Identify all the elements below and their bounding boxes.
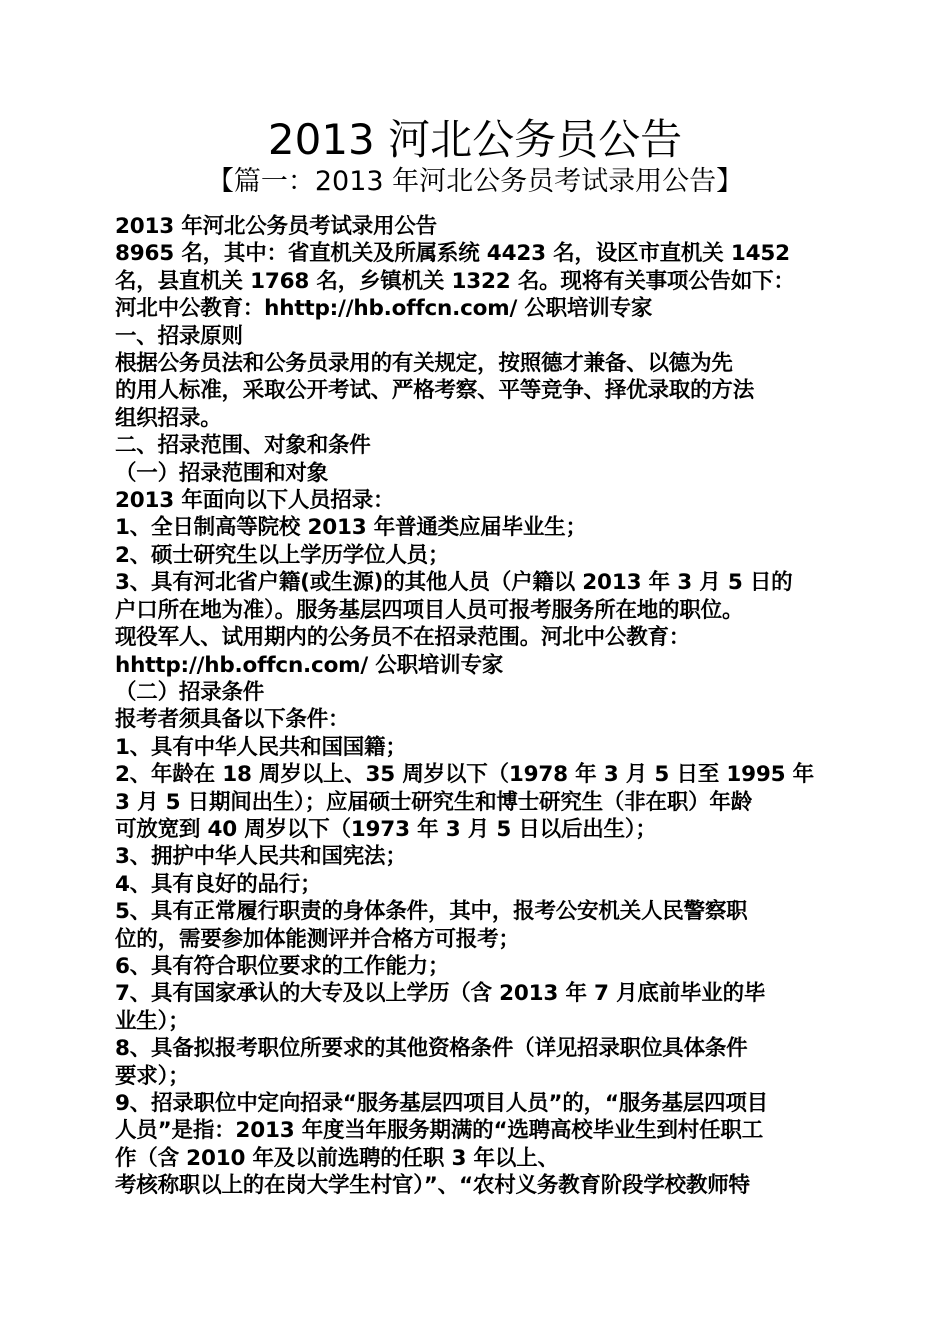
document-body <box>115 213 855 1200</box>
body-line: 作（含 2010 年及以前选聘的任职 3 年以上、 <box>115 1145 559 1171</box>
document-title: 2013 河北公务员公告 <box>267 115 683 164</box>
body-line: hhttp://hb.offcn.com/ 公职培训专家 <box>115 652 504 678</box>
body-line: 河北中公教育：hhttp://hb.offcn.com/ 公职培训专家 <box>115 296 653 322</box>
body-line: （一）招录范围和对象 <box>115 460 329 486</box>
body-line: 考核称职以上的在岗大学生村官）”、“农村义务教育阶段学校教师特 <box>115 1173 750 1199</box>
body-line: 业生）； <box>115 1008 190 1034</box>
body-line: 8965 名，其中：省直机关及所属系统 4423 名，设区市直机关 1452 <box>115 241 790 267</box>
body-line: 现役军人、试用期内的公务员不在招录范围。河北中公教育： <box>115 625 691 651</box>
body-line: 3、拥护中华人民共和国宪法； <box>115 844 407 870</box>
body-line: 9、招录职位中定向招录“服务基层四项目人员”的，“服务基层四项目 <box>115 1091 768 1116</box>
body-line: 根据公务员法和公务员录用的有关规定，按照德才兼备、以德为先 <box>115 351 733 377</box>
body-line: 户口所在地为准）。服务基层四项目人员可报考服务所在地的职位。 <box>115 597 744 623</box>
body-line: 1、具有中华人民共和国国籍； <box>115 734 407 760</box>
body-line: 3 月 5 日期间出生）；应届硕士研究生和博士研究生（非在职）年龄 <box>115 789 753 815</box>
body-line: 组织招录。 <box>115 405 222 431</box>
body-line: 人员”是指：2013 年度当年服务期满的“选聘高校毕业生到村任职工 <box>115 1118 763 1144</box>
document-subtitle: 【篇一：2013 年河北公务员考试录用公告】 <box>206 166 744 197</box>
body-line: 二、招录范围、对象和条件 <box>115 433 371 459</box>
body-line: 2、年龄在 18 周岁以上、35 周岁以下（1978 年 3 月 5 日至 1995 年 <box>115 762 814 788</box>
body-line: 一、招录原则 <box>115 323 243 349</box>
body-line: 1、全日制高等院校 2013 年普通类应届毕业生； <box>115 515 587 541</box>
body-line: 6、具有符合职位要求的工作能力； <box>115 953 450 979</box>
body-line: （二）招录条件 <box>115 679 265 705</box>
body-line: 2013 年河北公务员考试录用公告 <box>115 214 437 239</box>
body-line: 7、具有国家承认的大专及以上学历（含 2013 年 7 月底前毕业的毕 <box>115 981 766 1007</box>
body-line: 名，县直机关 1768 名，乡镇机关 1322 名。现将有关事项公告如下： <box>115 268 795 294</box>
body-line: 5、具有正常履行职责的身体条件，其中，报考公安机关人民警察职 <box>115 899 748 925</box>
body-line: 报考者须具备以下条件： <box>115 707 350 733</box>
body-line: 2013 年面向以下人员招录： <box>115 488 395 514</box>
body-line: 4、具有良好的品行； <box>115 871 322 897</box>
body-line: 的用人标准，采取公开考试、严格考察、平等竞争、择优录取的方法 <box>115 378 755 404</box>
body-line: 要求）； <box>115 1063 190 1089</box>
body-line: 8、具备拟报考职位所要求的其他资格条件（详见招录职位具体条件 <box>115 1036 748 1062</box>
body-line: 2、硕士研究生以上学历学位人员； <box>115 542 450 568</box>
body-line: 3、具有河北省户籍(或生源)的其他人员（户籍以 2013 年 3 月 5 日的 <box>115 570 793 596</box>
body-line: 可放宽到 40 周岁以下（1973 年 3 月 5 日以后出生）； <box>115 816 657 842</box>
body-line: 位的，需要参加体能测评并合格方可报考； <box>115 926 520 952</box>
